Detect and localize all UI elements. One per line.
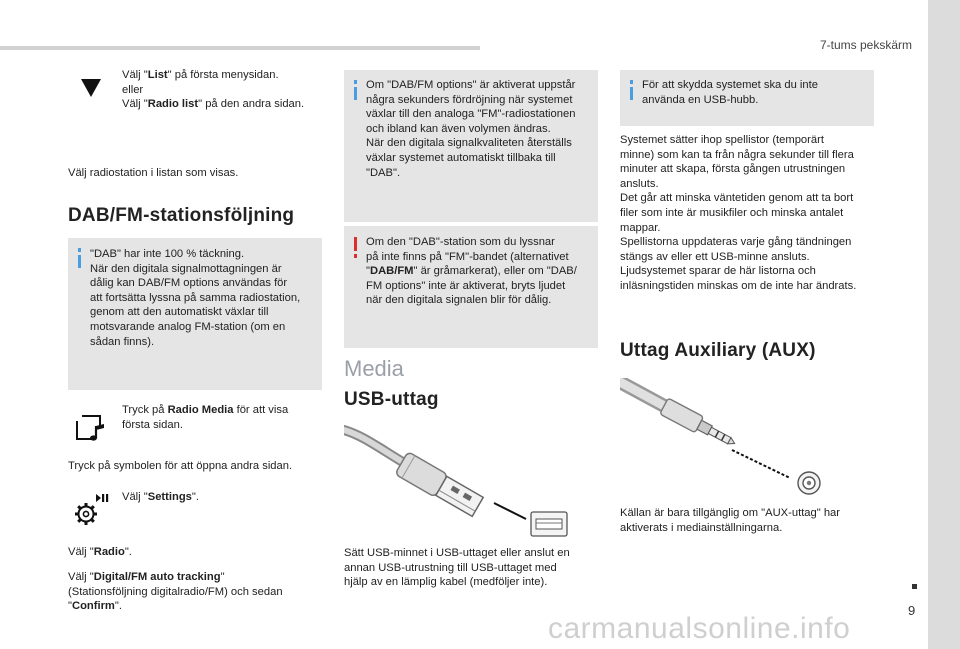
aux-availability-text: Källan är bara tillgänglig om "AUX-uttag" har aktiverats i mediainställningarna. <box>620 507 840 534</box>
info-icon-dot <box>354 80 357 84</box>
dab-coverage-info-box <box>68 238 322 390</box>
select-triangle-icon <box>80 77 102 99</box>
aux-heading: Uttag Auxiliary (AUX) <box>620 340 816 361</box>
warning-icon <box>354 237 357 251</box>
page-sidebar-strip <box>928 0 960 649</box>
tap-radio-media-text: Tryck på Radio Media för att visa första sidan. <box>122 404 289 431</box>
select-radio-text: Välj "Radio". <box>68 546 132 558</box>
page-header-title: 7-tums pekskärm <box>819 38 912 52</box>
dab-warning-box <box>344 226 598 348</box>
select-settings-text: Välj "Settings". <box>122 491 199 503</box>
usb-connector-illustration <box>344 418 574 542</box>
site-watermark: carmanualsonline.info <box>548 612 851 645</box>
dab-fm-options-info-text: Om "DAB/FM options" är aktiverat uppstår några sekunders fördröjning när systemet växlar till den analoga "FM"-radiostationen och ibland kan även volymen ändras. När den digitala signalkvaliteten återställs växlar systemet automatiskt tillbaka till "DAB". <box>366 79 576 179</box>
step-select-list: Välj "List" på första menysidan. eller Välj "Radio list" på den andra sidan. <box>122 69 305 111</box>
usb-hub-info-box <box>620 70 874 126</box>
info-icon <box>630 87 633 100</box>
select-digital-fm-text: Välj "Digital/FM auto tracking" (Stationsföljning digitalradio/FM) och sedan "Confirm". <box>68 571 283 613</box>
info-icon-dot <box>78 248 81 252</box>
select-station-text: Välj radiostation i listan som visas. <box>68 167 239 179</box>
aux-jack-illustration <box>620 378 830 500</box>
usb-heading: USB-uttag <box>344 389 439 410</box>
dab-coverage-info-text: "DAB" har inte 100 % täckning. När den digitala signalmottagningen är dålig kan DAB/FM options användas för att fortsätta lyssna på samma radiostation, genom att den automatiskt växlar till motsvarande analog FM-station (om en sådan finns). <box>90 248 301 348</box>
dab-fm-options-info-box <box>344 70 598 222</box>
info-icon <box>354 87 357 100</box>
usb-hub-info-text: För att skydda systemet ska du inte använda en USB-hubb. <box>642 79 818 106</box>
tap-symbol-text: Tryck på symbolen för att öppna andra sidan. <box>68 460 293 472</box>
dab-warning-text: Om den "DAB"-station som du lyssnar på inte finns på "FM"-bandet (alternativet "DAB/FM" är gråmarkerat), eller om "DAB/ FM options" inte är aktiverat, bryts ljudet när den digitala signalen blir för dålig. <box>366 236 577 307</box>
media-heading: Media <box>344 356 404 381</box>
continuation-marker <box>912 584 917 589</box>
header-rule <box>0 46 480 50</box>
info-icon-dot <box>630 80 633 84</box>
radio-media-icon <box>74 410 108 442</box>
usb-instruction-text: Sätt USB-minnet i USB-uttaget eller anslut en annan USB-utrustning till USB-uttaget med hjälp av en lämplig kabel (medföljer inte). <box>344 547 570 589</box>
playlist-info-text: Systemet sätter ihop spellistor (temporärt minne) som kan ta från några sekunder till flera minuter att skapa, första gången utrustningen ansluts. Det går att minska väntetiden genom att ta bort filer som inte är musikfiler och minska antalet mappar. Spellistorna uppdateras varje gång tändningen stängs av eller ett USB-minne ansluts. Ljudsystemet sparar de här listorna och inläsningstiden minskas om de inte har ändrats. <box>620 134 857 292</box>
dab-fm-heading: DAB/FM-stationsföljning <box>68 205 295 226</box>
info-icon <box>78 255 81 268</box>
warning-icon-dot <box>354 254 357 258</box>
page-number: 9 <box>908 603 916 618</box>
settings-gear-icon <box>74 493 110 529</box>
